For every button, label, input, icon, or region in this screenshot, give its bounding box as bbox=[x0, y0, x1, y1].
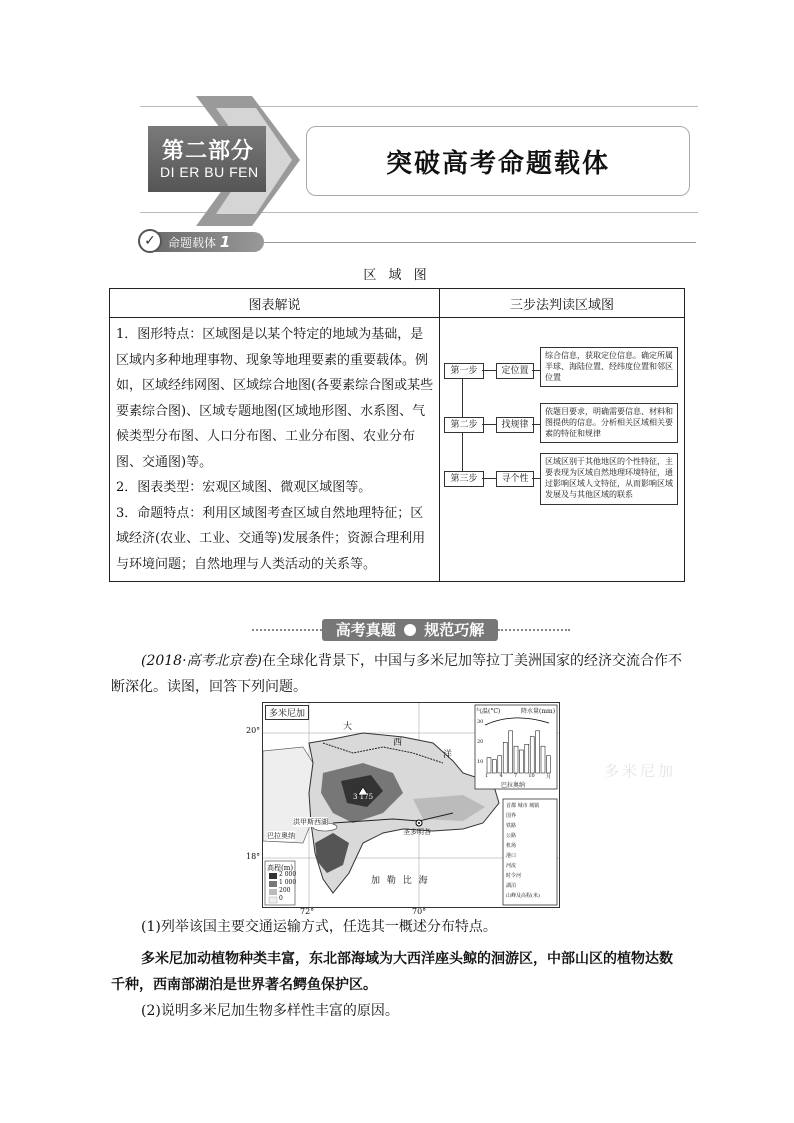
precip-bar bbox=[492, 760, 496, 773]
climate-month-tick: 月 bbox=[545, 774, 551, 780]
step-connector bbox=[532, 370, 540, 371]
legend-item: 首都 城市 城镇 bbox=[506, 803, 540, 809]
exam-header-left: 高考真题 bbox=[335, 621, 396, 639]
watermark: 多米尼加 bbox=[604, 762, 677, 780]
climate-station: 巴拉奥纳 bbox=[501, 782, 526, 789]
link-icon bbox=[404, 624, 416, 636]
climate-temp-tick: 20 bbox=[477, 739, 484, 745]
legend-item: 湖泊 bbox=[506, 883, 517, 889]
chapter-title: 突破高考命题载体 bbox=[385, 149, 610, 179]
climate-precip-axis-title: 降水量(mm) bbox=[521, 708, 556, 715]
table-paragraph: 2．图表类型：宏观区域图、微观区域图等。 bbox=[116, 480, 372, 495]
climate-temp-tick: 10 bbox=[477, 759, 484, 765]
climate-month-axis bbox=[485, 773, 551, 780]
chapter-title-box bbox=[306, 126, 690, 196]
climate-temp-axis-title: 气温(°C) bbox=[476, 708, 501, 715]
ocean-label-2: 西 bbox=[393, 738, 403, 748]
climate-month-tick: 7 bbox=[513, 773, 518, 779]
explanation-table bbox=[109, 288, 685, 582]
city-barahona-label: 巴拉奥纳 bbox=[267, 832, 295, 840]
precip-bar bbox=[541, 746, 545, 773]
precip-bar bbox=[514, 746, 518, 773]
ocean-label-3: 洋 bbox=[443, 750, 453, 760]
step-connector bbox=[532, 478, 540, 479]
precip-bar bbox=[487, 758, 491, 773]
table-paragraph: 3．命题特点：利用区域图考查区域自然地理特征；区域经济(农业、工业、交通等)发展条件；资源合理利用与环境问题；自然地理与人类活动的关系等。 bbox=[116, 505, 426, 572]
lon-label-right: 70° bbox=[412, 907, 427, 916]
step-2-description: 依题目要求，明确需要信息、材料和图提供的信息。分析相关区域相关要素的特征和规律 bbox=[540, 403, 678, 443]
part-label-box bbox=[148, 126, 266, 192]
step-1-label: 第一步 bbox=[444, 363, 484, 379]
badge-number: 1 bbox=[219, 233, 231, 251]
question-info: 多米尼加动植物种类丰富，东北部海域为大西洋座头鲸的洄游区，中部山区的植物达数千种，西南部湖泊是世界著名鳄鱼保护区。 bbox=[111, 951, 673, 993]
sea-label: 加 勒 比 海 bbox=[371, 876, 430, 886]
section-title: 区 域 图 bbox=[363, 268, 431, 283]
check-icon: ✓ bbox=[138, 229, 162, 253]
part-label-en: DI ER BU FEN bbox=[160, 164, 259, 180]
step-2-label: 第二步 bbox=[444, 417, 484, 433]
precip-bar bbox=[536, 731, 540, 773]
question-1: (1)列举该国主要交通运输方式，任选其一概述分布特点。 bbox=[141, 919, 497, 935]
question-intro bbox=[111, 648, 686, 700]
legend-item: 河流 bbox=[506, 863, 517, 869]
table-right-cell bbox=[440, 318, 685, 582]
climate-temp-tick: 30 bbox=[477, 719, 484, 725]
question-2: (2)说明多米尼加生物多样性丰富的原因。 bbox=[141, 1003, 399, 1019]
step-3-description: 区域区别于其他地区的个性特征，主要表现为区域自然地理环境特征，通过影响区域人文特征，从而影响区域发展及与其他区域的联系 bbox=[540, 453, 678, 505]
topic-badge bbox=[140, 232, 264, 252]
step-1-description: 综合信息，获取定位信息。确定所属半球、海陆位置、经纬度位置和邻区位置 bbox=[540, 347, 678, 387]
peak-label: 3 175 bbox=[353, 793, 374, 801]
map-legend bbox=[506, 801, 556, 901]
elevation-level: 200 bbox=[279, 887, 291, 894]
step-2-action: 找规律 bbox=[496, 417, 534, 433]
legend-item: 公路 bbox=[506, 833, 517, 839]
badge-label: 命题载体 bbox=[168, 236, 217, 250]
step-3-action: 寻个性 bbox=[496, 471, 534, 487]
question-body bbox=[111, 914, 686, 1024]
legend-item: 港口 bbox=[506, 853, 517, 859]
map-title: 多米尼加 bbox=[265, 705, 309, 720]
precip-bar bbox=[503, 742, 507, 773]
legend-item: 机场 bbox=[506, 843, 517, 849]
table-header-right: 三步法判读区域图 bbox=[440, 289, 685, 318]
step-connector bbox=[532, 424, 540, 425]
exam-header-rule-right bbox=[498, 629, 570, 631]
exam-header bbox=[322, 619, 498, 641]
legend-item: 铁路 bbox=[506, 823, 517, 829]
lat-label-top: 20° bbox=[246, 726, 261, 735]
step-connector bbox=[482, 478, 496, 479]
step-1-action: 定位置 bbox=[496, 363, 534, 379]
lat-label-bottom: 18° bbox=[246, 852, 261, 861]
climate-month-tick: 4 bbox=[499, 773, 503, 779]
lon-label-left: 72° bbox=[300, 907, 315, 916]
climate-month-tick: 1 bbox=[485, 773, 489, 779]
precip-bar bbox=[498, 756, 502, 773]
exam-header-right: 规范巧解 bbox=[424, 621, 485, 639]
table-left-cell bbox=[110, 318, 440, 582]
exam-header-rule-left bbox=[252, 629, 322, 631]
elevation-level: 2 000 bbox=[279, 871, 297, 878]
neighbor-country bbox=[263, 747, 313, 843]
part-label-cn: 第二部分 bbox=[162, 139, 255, 164]
precip-bar bbox=[525, 744, 529, 773]
elevation-level: 0 bbox=[279, 895, 283, 902]
precip-bar bbox=[519, 750, 523, 773]
badge-rule bbox=[264, 242, 696, 243]
legend-item: 国界 bbox=[506, 813, 517, 819]
dominican-map bbox=[262, 702, 560, 908]
precip-bar bbox=[530, 737, 534, 773]
table-header-left: 图表解说 bbox=[110, 289, 440, 318]
lake-label: 洪甲斯西湖 bbox=[293, 818, 328, 826]
question-source: (2018·高考北京卷) bbox=[141, 653, 263, 669]
city-capital-label: 圣多明各 bbox=[403, 828, 431, 836]
three-step-diagram bbox=[440, 325, 684, 575]
ocean-label-1: 大 bbox=[343, 722, 353, 732]
table-paragraph: 1．图形特点：区域图是以某个特定的地域为基础，是区域内多种地理事物、现象等地理要素的重要载体。例如，区域经纬网图、区域综合地图(各要素综合图或某些要素综合图)、区域专题地图(区域地形图、水系图、气候类型分布图、人口分布图、工业分布图、农业分布图、交通图)等。 bbox=[116, 327, 434, 470]
step-connector bbox=[482, 370, 496, 371]
step-3-label: 第三步 bbox=[444, 471, 484, 487]
question-intro-text: 在全球化背景下，中国与多米尼加等拉丁美洲国家的经济交流合作不断深化。读图，回答下列问题。 bbox=[111, 653, 683, 695]
precip-bar bbox=[546, 756, 550, 773]
precip-bar bbox=[509, 731, 513, 773]
step-connector bbox=[482, 424, 496, 425]
legend-item: 时令河 bbox=[506, 873, 522, 879]
legend-item: 山峰及高程(米) bbox=[506, 893, 540, 899]
climate-month-tick: 10 bbox=[528, 773, 535, 779]
elevation-legend-title: 高程(m) bbox=[267, 864, 294, 872]
elevation-level: 1 000 bbox=[279, 879, 297, 886]
